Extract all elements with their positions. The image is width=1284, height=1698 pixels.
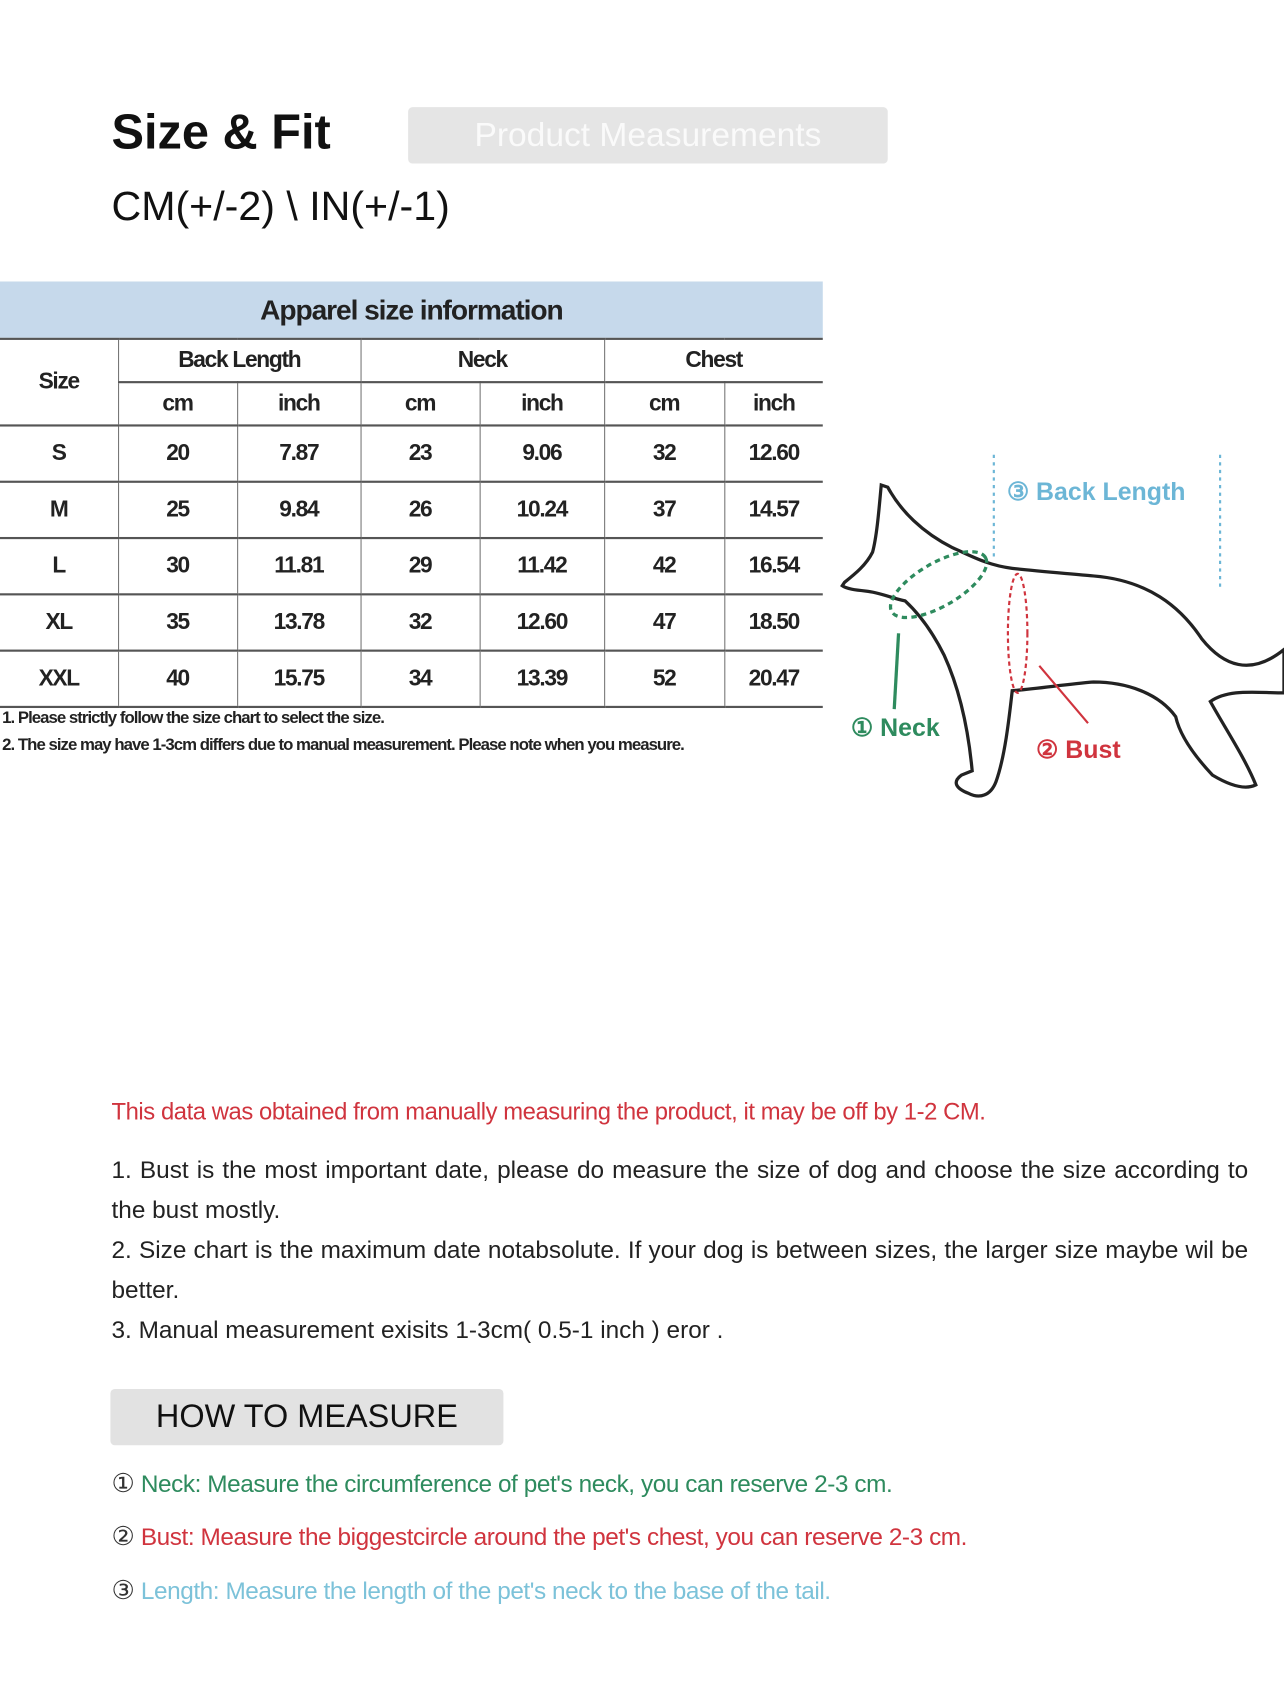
measurement-cell: 37 bbox=[604, 482, 724, 538]
neck-label: ① Neck bbox=[850, 713, 940, 742]
tip-item: 3. Manual measurement exisits 1-3cm( 0.5-1 inch ) eror . bbox=[111, 1316, 724, 1344]
measure-step-bust bbox=[112, 1521, 968, 1552]
measurement-cell: 9.84 bbox=[237, 482, 360, 538]
back-length-label: ③ Back Length bbox=[1006, 477, 1186, 506]
unit-header: inch bbox=[724, 382, 823, 425]
measurement-cell: 14.57 bbox=[724, 482, 823, 538]
measurement-cell: 34 bbox=[361, 651, 480, 707]
bust-label: ② Bust bbox=[1036, 735, 1121, 764]
measurement-cell: 13.78 bbox=[237, 594, 360, 650]
measurement-cell: 35 bbox=[118, 594, 237, 650]
measurement-cell: 42 bbox=[604, 538, 724, 594]
unit-header: inch bbox=[237, 382, 360, 425]
measurement-cell: 12.60 bbox=[724, 425, 823, 481]
measurement-cell: 20 bbox=[118, 425, 237, 481]
step-number: ① bbox=[111, 1469, 135, 1499]
step-number: ③ bbox=[111, 1576, 135, 1606]
bust-measure-ring bbox=[1008, 574, 1027, 693]
size-cell: L bbox=[0, 538, 118, 594]
measurement-cell: 16.54 bbox=[724, 538, 823, 594]
measurement-cell: 20.47 bbox=[724, 651, 823, 707]
tolerance-text: CM(+/-2) \ IN(+/-1) bbox=[111, 184, 450, 230]
step-text: Neck: Measure the circumference of pet's neck, you can reserve 2-3 cm. bbox=[140, 1470, 893, 1498]
product-measurements-badge: Product Measurements bbox=[408, 107, 888, 163]
measurement-cell: 13.39 bbox=[480, 651, 604, 707]
unit-header: cm bbox=[118, 382, 237, 425]
size-header: Size bbox=[0, 339, 118, 426]
measure-step-length bbox=[112, 1575, 831, 1606]
disclaimer-text: This data was obtained from manually measuring the product, it may be off by 1-2 CM. bbox=[111, 1097, 986, 1125]
bust-pointer bbox=[1039, 666, 1088, 723]
unit-header: inch bbox=[480, 382, 604, 425]
size-cell: S bbox=[0, 425, 118, 481]
step-number: ② bbox=[111, 1522, 135, 1552]
group-header: Neck bbox=[361, 339, 605, 382]
how-to-measure-heading: HOW TO MEASURE bbox=[110, 1389, 503, 1445]
group-header: Back Length bbox=[118, 339, 361, 382]
measurement-cell: 40 bbox=[118, 651, 237, 707]
unit-header: cm bbox=[604, 382, 724, 425]
measurement-cell: 29 bbox=[361, 538, 480, 594]
measurement-cell: 26 bbox=[361, 482, 480, 538]
measurement-cell: 9.06 bbox=[480, 425, 604, 481]
group-header: Chest bbox=[604, 339, 823, 382]
tip-item: 1. Bust is the most important date, please do measure the size of dog and choose the size according to the bust mostly. bbox=[111, 1156, 1249, 1224]
measurement-cell: 18.50 bbox=[724, 594, 823, 650]
measurement-cell: 11.81 bbox=[237, 538, 360, 594]
measurement-cell: 11.42 bbox=[480, 538, 604, 594]
size-cell: XL bbox=[0, 594, 118, 650]
measurement-cell: 7.87 bbox=[237, 425, 360, 481]
measurement-cell: 52 bbox=[604, 651, 724, 707]
neck-measure-ring bbox=[881, 539, 996, 631]
measure-step-neck bbox=[112, 1468, 893, 1499]
table-note: 1. Please strictly follow the size chart to select the size. bbox=[2, 709, 384, 728]
measurement-cell: 47 bbox=[604, 594, 724, 650]
measurement-cell: 15.75 bbox=[237, 651, 360, 707]
measurement-cell: 10.24 bbox=[480, 482, 604, 538]
unit-header: cm bbox=[361, 382, 480, 425]
step-text: Length: Measure the length of the pet's neck to the base of the tail. bbox=[140, 1577, 831, 1605]
neck-pointer bbox=[894, 633, 898, 709]
measurement-cell: 25 bbox=[118, 482, 237, 538]
page-title: Size & Fit bbox=[111, 103, 331, 160]
size-cell: M bbox=[0, 482, 118, 538]
measurement-cell: 32 bbox=[604, 425, 724, 481]
tip-item: 2. Size chart is the maximum date notabsolute. If your dog is between sizes, the larger size maybe wil be better. bbox=[111, 1236, 1249, 1304]
size-cell: XXL bbox=[0, 651, 118, 707]
step-text: Bust: Measure the biggestcircle around the pet's chest, you can reserve 2-3 cm. bbox=[140, 1523, 968, 1551]
measurement-cell: 30 bbox=[118, 538, 237, 594]
table-title: Apparel size information bbox=[0, 281, 823, 337]
table-note: 2. The size may have 1-3cm differs due to manual measurement. Please note when you measure. bbox=[2, 736, 684, 755]
tips-list bbox=[112, 1150, 1249, 1350]
measurement-cell: 32 bbox=[361, 594, 480, 650]
measurement-cell: 23 bbox=[361, 425, 480, 481]
measurement-cell: 12.60 bbox=[480, 594, 604, 650]
